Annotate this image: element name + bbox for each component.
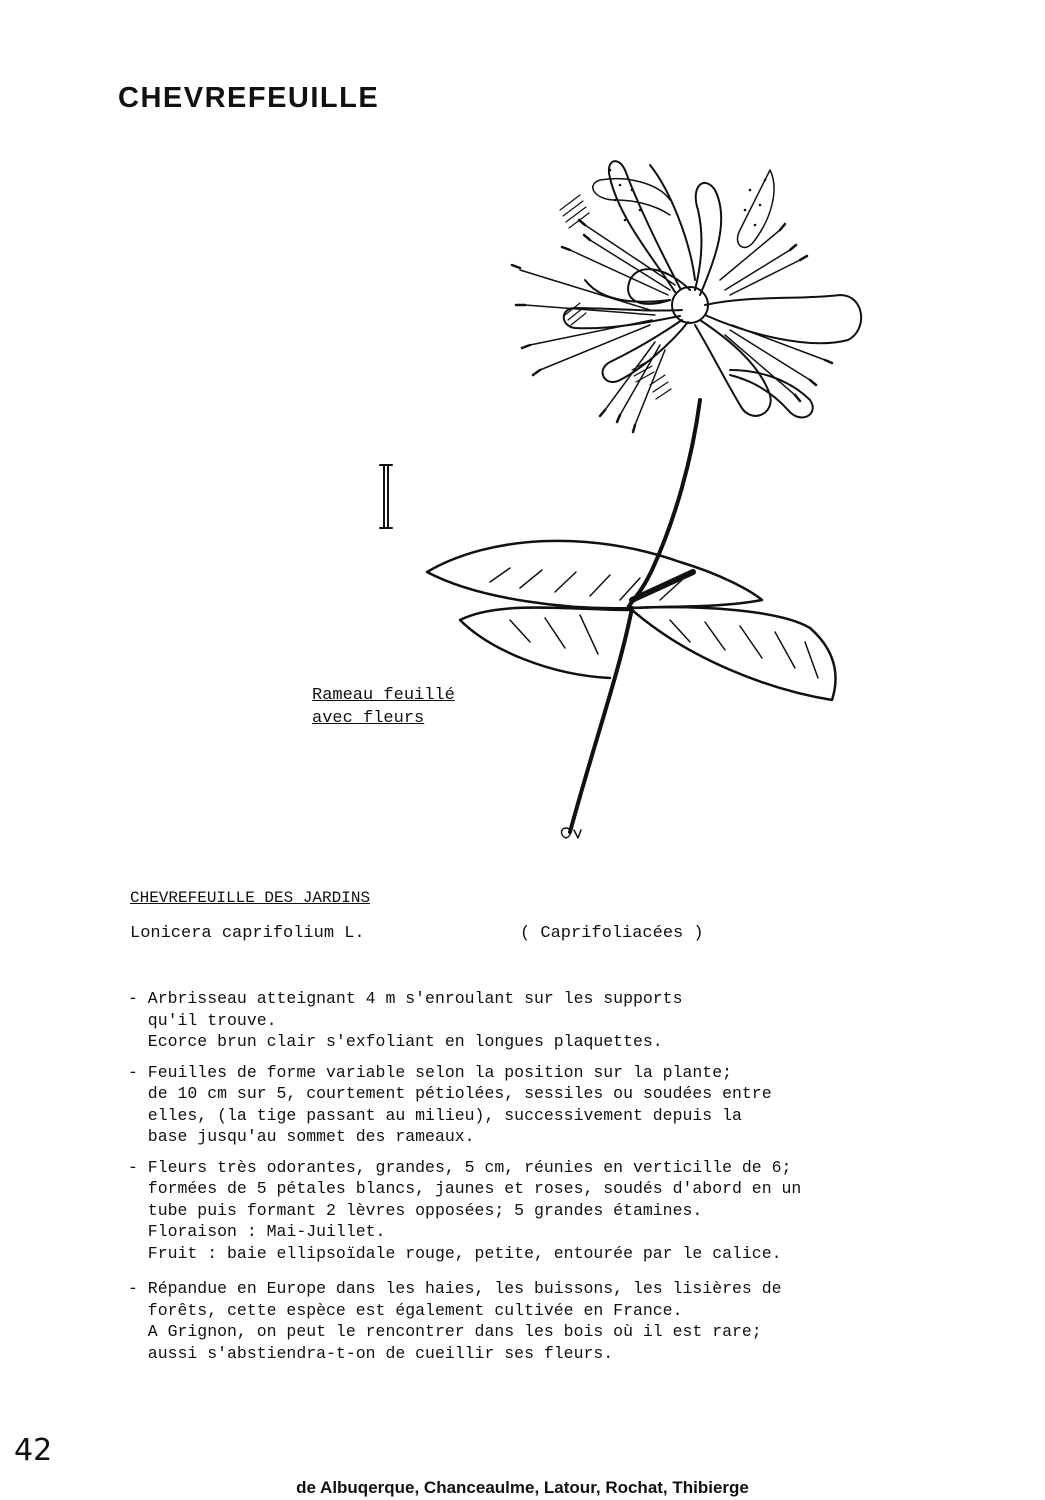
description-line: - Feuilles de forme variable selon la position sur la plante;: [128, 1062, 732, 1082]
description-line: base jusqu'au sommet des rameaux.: [128, 1127, 475, 1146]
scale-bar: [380, 465, 392, 528]
description-line: forêts, cette espèce est également cultivée en France.: [128, 1300, 683, 1320]
description-line: de 10 cm sur 5, courtement pétiolées, sessiles ou soudées entre: [128, 1084, 772, 1103]
description-line: formées de 5 pétales blancs, jaunes et roses, soudés d'abord en un: [128, 1179, 802, 1198]
description-line: - Répandue en Europe dans les haies, les buissons, les lisières de: [128, 1279, 782, 1298]
description-line: elles, (la tige passant au milieu), successivement depuis la: [128, 1105, 742, 1125]
description-line: aussi s'abstiendra-t-on de cueillir ses fleurs.: [128, 1343, 614, 1363]
page-number: 42: [14, 1433, 53, 1468]
description-paragraph: [128, 988, 918, 1053]
description-line: A Grignon, on peut le rencontrer dans les bois où il est rare;: [128, 1322, 762, 1341]
description-line: tube puis formant 2 lèvres opposées; 5 grandes étamines.: [128, 1200, 703, 1220]
description-line: qu'il trouve.: [128, 1010, 277, 1030]
description-line: Ecorce brun clair s'exfoliant en longues plaquettes.: [128, 1032, 663, 1051]
description-paragraph: [128, 1062, 918, 1148]
description-line: Floraison : Mai-Juillet.: [128, 1222, 386, 1241]
description-line: Fruit : baie ellipsoïdale rouge, petite, entourée par le calice.: [128, 1243, 782, 1263]
species-common-name: CHEVREFEUILLE DES JARDINS: [130, 889, 371, 907]
description-line: - Fleurs très odorantes, grandes, 5 cm, réunies en verticille de 6;: [128, 1157, 792, 1177]
description-line: - Arbrisseau atteignant 4 m s'enroulant sur les supports: [128, 989, 683, 1008]
caption-line: Rameau feuillé: [312, 686, 455, 705]
caption-line: avec fleurs: [312, 709, 425, 728]
species-latin-name: Lonicera caprifolium L.: [130, 924, 365, 943]
footer-authors: de Albuqerque, Chanceaulme, Latour, Rochat, Thibierge: [296, 1478, 749, 1497]
description-paragraph: [128, 1278, 918, 1364]
flower-cluster: [512, 161, 861, 432]
description: [128, 988, 918, 1373]
page-title: CHEVREFEUILLE: [118, 82, 380, 114]
description-paragraph: [128, 1157, 918, 1265]
illustration-caption: [312, 684, 455, 730]
species-family: ( Caprifoliacées ): [520, 924, 704, 943]
honeysuckle-illustration: [370, 130, 890, 860]
lower-stem: [570, 608, 632, 832]
